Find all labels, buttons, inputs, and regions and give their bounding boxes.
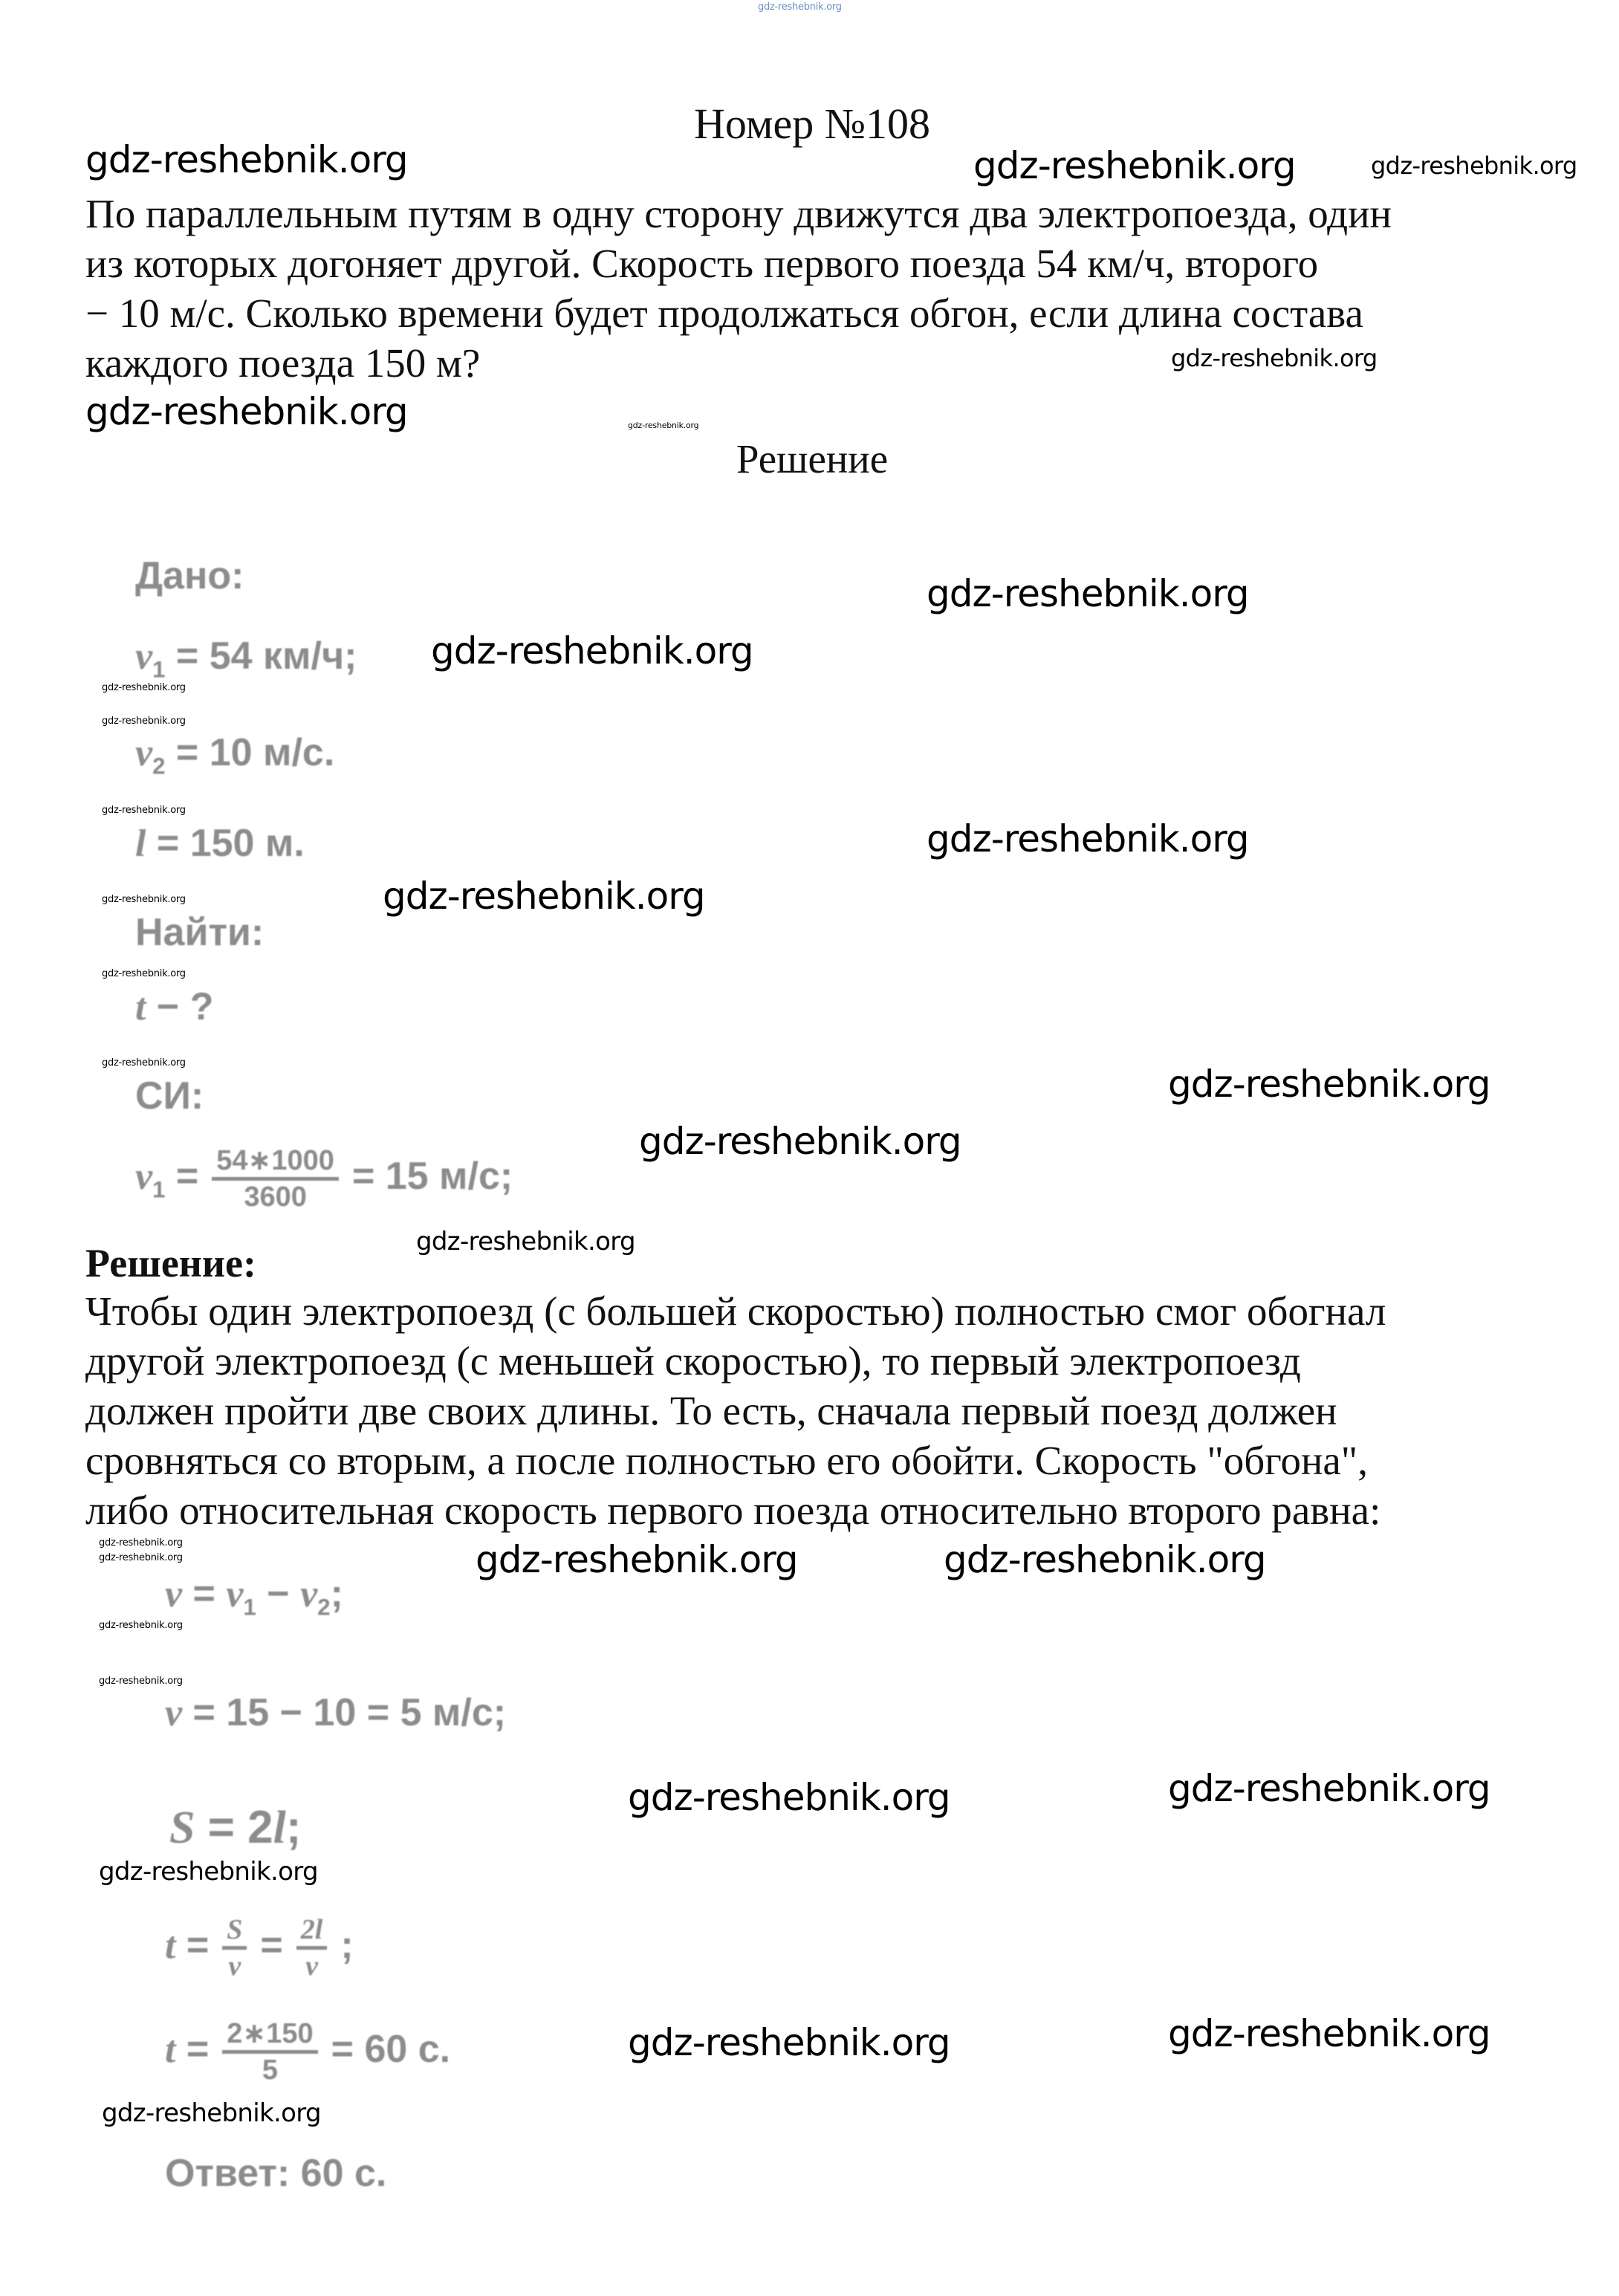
denominator: 3600: [244, 1181, 307, 1213]
watermark: gdz-reshebnik.org: [476, 1538, 798, 1581]
watermark: gdz-reshebnik.org: [1171, 344, 1378, 372]
watermark: gdz-reshebnik.org: [1371, 152, 1577, 180]
watermark: gdz-reshebnik.org: [1168, 2012, 1490, 2055]
watermark: gdz-reshebnik.org: [383, 875, 705, 918]
formula-speed-value: [165, 1690, 506, 1736]
equals: =: [186, 2028, 210, 2072]
solution-text: [85, 1286, 1386, 1535]
watermark: gdz-reshebnik.org: [431, 629, 753, 672]
watermark: gdz-reshebnik.org: [85, 390, 408, 433]
subscript: 1: [243, 1594, 256, 1621]
watermark: gdz-reshebnik.org: [628, 1776, 950, 1819]
watermark: gdz-reshebnik.org: [99, 1857, 318, 1887]
solution-line: другой электропоезд (с меньшей скоростью), то первый электропоезд: [85, 1338, 1301, 1384]
subscript: 2: [317, 1594, 331, 1621]
symbol: v: [165, 1573, 183, 1615]
given-v1: [135, 634, 357, 692]
equals: =: [192, 1572, 215, 1615]
symbol: v: [135, 732, 153, 774]
symbol: v: [226, 1573, 244, 1615]
problem-line: из которых догоняет другой. Скорость первого поезда 54 км/ч, второго: [85, 241, 1319, 286]
punct: ;: [330, 1572, 343, 1615]
symbol: t: [165, 2029, 176, 2072]
subscript: 1: [152, 656, 166, 683]
formula-time-value: [165, 2017, 450, 2086]
solution-line: либо относительная скорость первого поезда относительно второго равна:: [85, 1488, 1381, 1533]
symbol: S: [169, 1803, 195, 1853]
symbol: t: [165, 1924, 176, 1968]
watermark: gdz-reshebnik.org: [102, 894, 186, 905]
subscript: 2: [152, 753, 166, 779]
solution-heading: Решение: [736, 436, 889, 481]
watermark: gdz-reshebnik.org: [102, 1057, 186, 1068]
solution-line: Чтобы один электропоезд (с большей скоростью) полностью смог обогнал: [85, 1288, 1386, 1334]
value: − ?: [156, 985, 214, 1028]
watermark: gdz-reshebnik.org: [416, 1227, 635, 1256]
si-label: СИ:: [135, 1074, 204, 1118]
equals: =: [175, 1155, 199, 1199]
solution-subheading: Решение:: [85, 1241, 256, 1285]
watermark: gdz-reshebnik.org: [628, 2021, 950, 2064]
watermark: gdz-reshebnik.org: [944, 1538, 1266, 1581]
watermark: gdz-reshebnik.org: [1168, 1767, 1490, 1810]
answer: Ответ: 60 с.: [165, 2152, 387, 2195]
si-conversion: [135, 1144, 513, 1213]
fraction: [212, 1144, 339, 1213]
watermark: gdz-reshebnik.org: [927, 572, 1249, 615]
subscript: 1: [152, 1176, 166, 1203]
fraction: [296, 1913, 328, 1982]
symbol: l: [135, 823, 146, 865]
numerator: S: [222, 1913, 247, 1950]
problem-line: − 10 м/с. Сколько времени будет продолжаться обгон, если длина состава: [85, 291, 1363, 336]
value: = 150 м.: [156, 822, 305, 865]
watermark: gdz-reshebnik.org: [99, 1537, 183, 1548]
symbol: l: [273, 1803, 286, 1853]
watermark: gdz-reshebnik.org: [102, 805, 186, 816]
find-label: Найти:: [135, 911, 265, 954]
watermark: gdz-reshebnik.org: [102, 2098, 321, 2128]
problem-text: [85, 189, 1392, 388]
value: = 10 м/с.: [175, 731, 335, 774]
value: = 60 с.: [331, 2028, 451, 2072]
value: = 15 − 10 = 5 м/с;: [192, 1691, 507, 1734]
watermark: gdz-reshebnik.org: [99, 1552, 183, 1563]
watermark: gdz-reshebnik.org: [85, 138, 408, 181]
solution-line: сровняться со вторым, а после полностью его обойти. Скорость "обгона",: [85, 1438, 1369, 1483]
symbol: v: [135, 635, 153, 678]
denominator: v: [305, 1950, 319, 1982]
formula-relative-speed: [165, 1572, 343, 1629]
value: = 2: [207, 1802, 273, 1853]
formula-time: [165, 1913, 354, 1982]
watermark: gdz-reshebnik.org: [973, 144, 1296, 187]
page-title: Номер №108: [693, 100, 931, 148]
value: = 54 км/ч;: [175, 635, 357, 678]
watermark: gdz-reshebnik.org: [628, 421, 699, 430]
watermark: gdz-reshebnik.org: [102, 682, 186, 693]
symbol: v: [165, 1692, 183, 1734]
watermark: gdz-reshebnik.org: [1168, 1063, 1490, 1106]
numerator: 2l: [296, 1913, 328, 1950]
punct: ;: [340, 1924, 354, 1968]
given-v2: [135, 730, 334, 788]
formula-distance: [169, 1802, 302, 1853]
given-label: Дано:: [135, 554, 244, 597]
watermark: gdz-reshebnik.org: [927, 817, 1249, 860]
find-t: [135, 985, 213, 1030]
equals: =: [186, 1924, 210, 1968]
watermark: gdz-reshebnik.org: [639, 1120, 961, 1163]
denominator: 5: [262, 2055, 279, 2086]
symbol: v: [135, 1155, 153, 1199]
watermark: gdz-reshebnik.org: [99, 1676, 183, 1687]
problem-line: каждого поезда 150 м?: [85, 340, 481, 386]
watermark: gdz-reshebnik.org: [99, 1620, 183, 1631]
value: = 15 м/с;: [351, 1155, 513, 1199]
fraction: [222, 1913, 247, 1982]
watermark: gdz-reshebnik.org: [102, 968, 186, 979]
solution-line: должен пройти две своих длины. То есть, сначала первый поезд должен: [85, 1388, 1337, 1433]
symbol: t: [135, 986, 146, 1028]
numerator: 2∗150: [222, 2017, 317, 2054]
denominator: v: [228, 1950, 241, 1982]
numerator: 54∗1000: [212, 1144, 339, 1181]
equals: =: [260, 1924, 283, 1968]
watermark: gdz-reshebnik.org: [102, 716, 186, 727]
fraction: [222, 2017, 317, 2086]
given-l: [135, 821, 305, 866]
watermark: gdz-reshebnik.org: [758, 1, 842, 13]
punct: ;: [285, 1802, 302, 1853]
minus: −: [267, 1572, 290, 1615]
problem-line: По параллельным путям в одну сторону движутся два электропоезда, один: [85, 191, 1392, 236]
symbol: v: [300, 1573, 318, 1615]
